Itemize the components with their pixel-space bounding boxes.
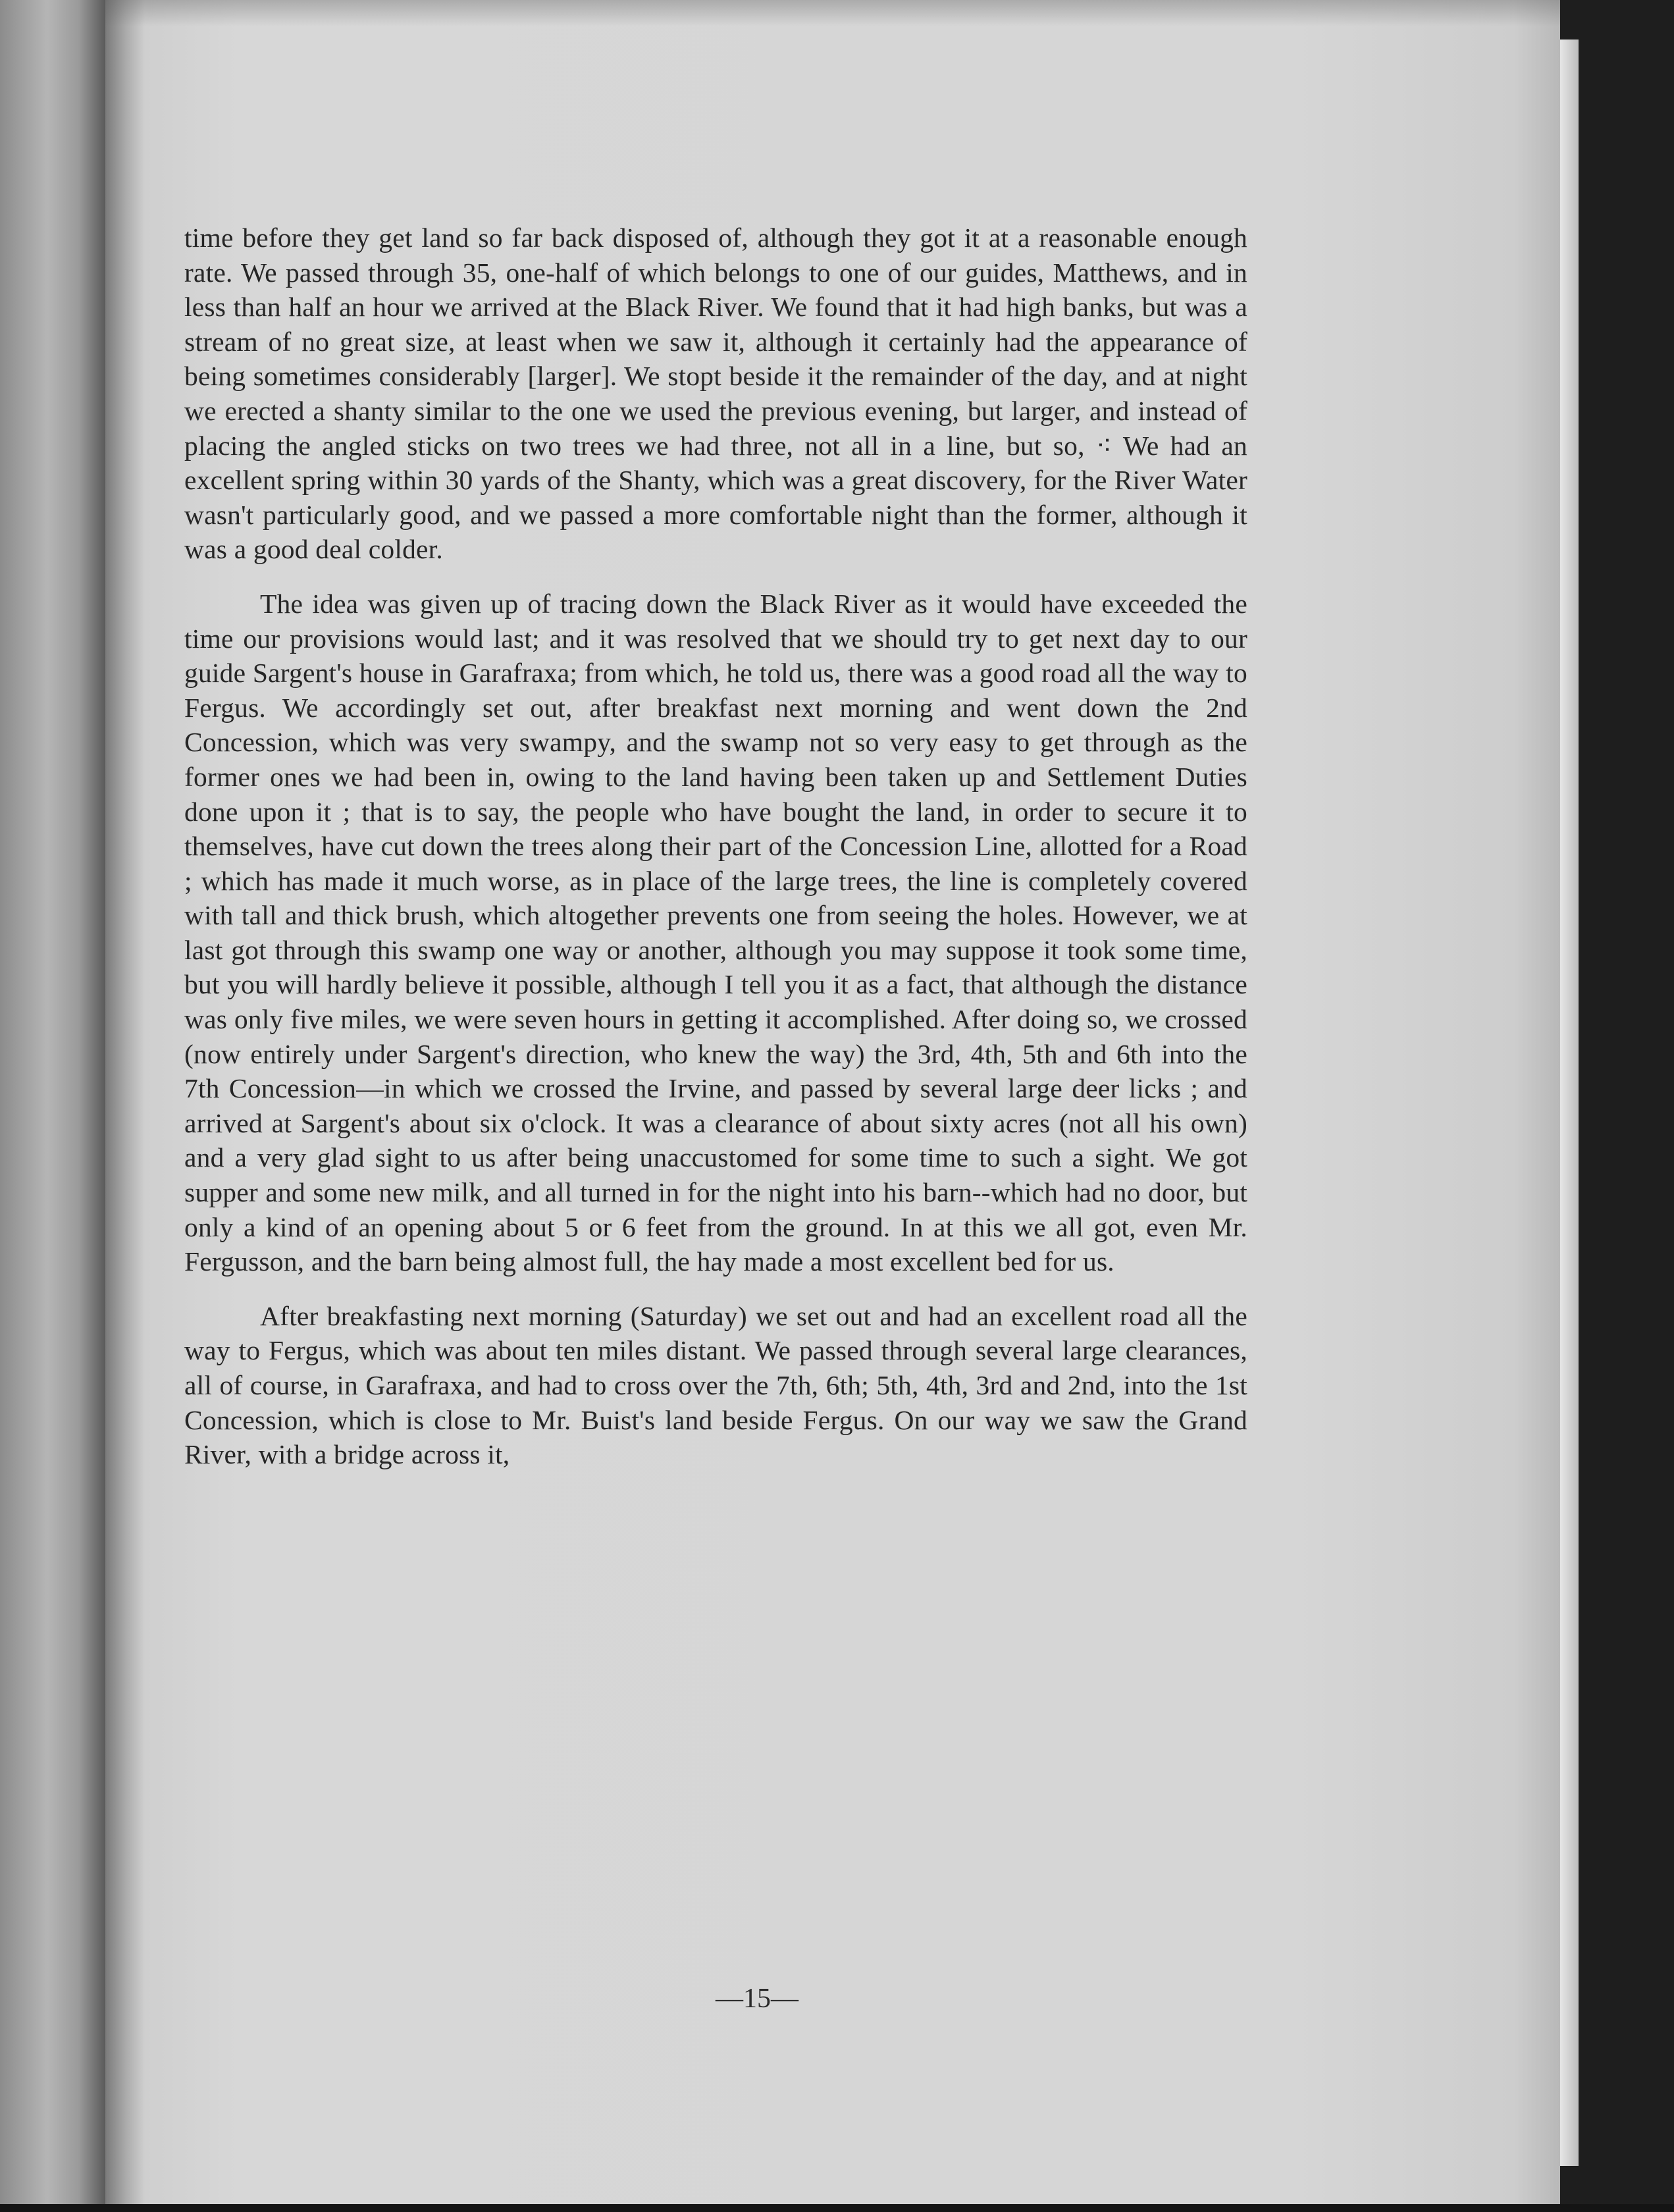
paragraph-1: time before they get land so far back disposed of, although they got it at a reasonable enough rate. We passed through 35, one-half of which belongs to one of our guides, Matthews, and in less than half an hour we arrived at the Black River. We found that it had high banks, but was a stream of no great size, at least when we saw it, although it certainly had the appearance of being sometimes considerably [larger]. We stopt beside it the remainder of the day, and at night we erected a shanty similar to the one we used the previous evening, but larger, and instead of placing the angled sticks on two trees we had three, not all in a line, but so, ⁖ We had an excellent spring within 30 yards of the Shanty, which was a great discovery, for the River Water wasn't particularly good, and we passed a more comfortable night than the former, although it was a good deal colder. <box>184 223 1247 565</box>
facing-page-edge <box>0 0 105 2212</box>
paragraph-3: After breakfasting next morning (Saturday) we set out and had an excellent road all the way to Fergus, which was about ten miles distant. We passed through several large clearances, all of course, in Garafraxa, and had to cross over the 7th, 6th; 5th, 4th, 3rd and 2nd, into the 1st Concession, which is close to Mr. Buist's land beside Fergus. On our way we saw the Grand River, with a bridge across it, <box>184 1300 1247 1470</box>
scan-bottom-border <box>0 2204 1674 2212</box>
body-text <box>184 221 1247 1472</box>
paragraph-2: The idea was given up of tracing down the Black River as it would have exceeded the time our provisions would last; and it was resolved that we should try to get next day to our guide Sargent's house in Garafraxa; from which, he told us, there was a good road all the way to Fergus. We accordingly set out, after breakfast next morning and went down the 2nd Concession, which was very swampy, and the swamp not so very easy to get through as the former ones we had been in, owing to the land having been taken up and Settlement Duties done upon it ; that is to say, the people who have bought the land, in order to secure it to themselves, have cut down the trees along their part of the Concession Line, allotted for a Road ; which has made it much worse, as in place of the large trees, the line is completely covered with tall and thick brush, which altogether prevents one from seeing the holes. However, we at last got through this swamp one way or another, although you may suppose it took some time, but you will hardly believe it possible, although I tell you it as a fact, that although the distance was only five miles, we were seven hours in getting it accomplished. After doing so, we crossed (now entirely under Sargent's direction, who knew the way) the 3rd, 4th, 5th and 6th into the 7th Concession—in which we crossed the Irvine, and passed by several large deer licks ; and arrived at Sargent's about six o'clock. It was a clearance of about sixty acres (not all his own) and a very glad sight to us after being unaccustomed for some time to such a sight. We got supper and some new milk, and all turned in for the night into his barn--which had no door, but only a kind of an opening about 5 or 6 feet from the ground. In at this we all got, even Mr. Fergusson, and the barn being almost full, the hay made a most excellent bed for us. <box>184 588 1247 1277</box>
page-number: —15— <box>716 1984 798 2014</box>
page-shadow <box>105 0 1560 26</box>
next-page-edge <box>1560 40 1579 2166</box>
